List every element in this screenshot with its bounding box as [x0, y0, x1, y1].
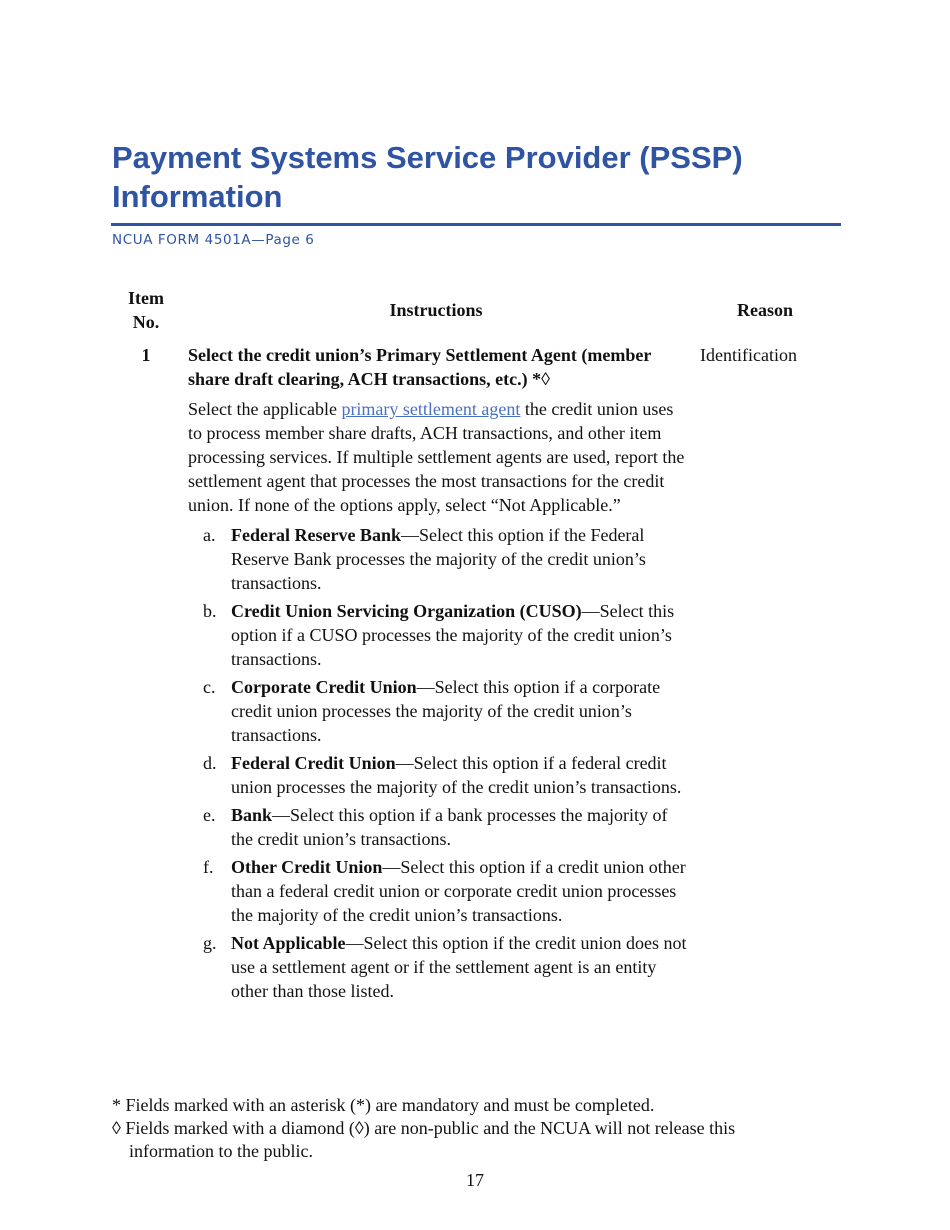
- option-term: Federal Reserve Bank: [231, 525, 401, 545]
- footnote-diamond-continued: information to the public.: [129, 1141, 313, 1161]
- option-letter: a.: [203, 525, 216, 545]
- page-title: Payment Systems Service Provider (PSSP) Information: [112, 140, 743, 214]
- option-letter: b.: [203, 601, 217, 621]
- option-term: Not Applicable: [231, 933, 346, 953]
- list-item: [188, 751, 688, 799]
- list-item: [188, 599, 688, 671]
- form-subtitle: NCUA FORM 4501A—Page 6: [112, 232, 315, 248]
- option-term: Credit Union Servicing Organization (CUSO): [231, 601, 582, 621]
- question-label: Select the credit union’s Primary Settlement Agent (member share draft clearing, ACH transactions, etc.): [188, 345, 652, 389]
- title-divider: [111, 223, 841, 226]
- question-description: [188, 397, 688, 517]
- option-term: Federal Credit Union: [231, 753, 396, 773]
- list-item: [188, 803, 688, 851]
- description-after-link: the credit union uses to process member share drafts, ACH transactions, and other item processing services. If multiple settlement agents are used, report the settlement agent that processes the most transactions for the credit union. If none of the options apply, select “Not Applicable.”: [188, 399, 685, 515]
- list-item: [188, 931, 688, 1003]
- instructions-cell: [188, 343, 688, 1007]
- option-term: Corporate Credit Union: [231, 677, 417, 697]
- reason-cell: Identification: [700, 345, 797, 365]
- option-text: —Select this option if the credit union does not use a settlement agent or if the settlement agent is an entity other than those listed.: [231, 933, 687, 1001]
- page-number: 17: [466, 1170, 484, 1190]
- item-number: 1: [141, 345, 151, 365]
- list-item: [188, 523, 688, 595]
- list-item: [188, 675, 688, 747]
- option-text: —Select this option if a federal credit union processes the majority of the credit union’s transactions.: [231, 753, 682, 797]
- footnote-asterisk: * Fields marked with an asterisk (*) are mandatory and must be completed.: [112, 1095, 655, 1115]
- footnote-diamond: ◊ Fields marked with a diamond (◊) are non-public and the NCUA will not release this: [112, 1118, 736, 1138]
- option-letter: d.: [203, 753, 217, 773]
- option-text: —Select this option if a bank processes the majority of the credit union’s transactions.: [231, 805, 668, 849]
- column-header-item-line2: No.: [132, 312, 160, 332]
- option-text: —Select this option if a corporate credit union processes the majority of the credit union’s transactions.: [231, 677, 661, 745]
- description-before-link: Select the applicable: [188, 399, 342, 419]
- column-header-instructions: Instructions: [389, 300, 483, 320]
- option-text: —Select this option if the Federal Reserve Bank processes the majority of the credit union’s transactions.: [231, 525, 646, 593]
- option-text: —Select this option if a CUSO processes the majority of the credit union’s transactions.: [231, 601, 675, 669]
- footnotes: [112, 1094, 812, 1163]
- option-text: —Select this option if a credit union other than a federal credit union or corporate credit union processes the majority of the credit union’s transactions.: [231, 857, 686, 925]
- list-item: [188, 855, 688, 927]
- option-list: [188, 523, 688, 1003]
- option-term: Bank: [231, 805, 273, 825]
- primary-settlement-agent-link[interactable]: primary settlement agent: [341, 399, 521, 419]
- option-letter: f.: [203, 857, 214, 877]
- column-header-item-line1: Item: [128, 288, 164, 308]
- option-letter: e.: [203, 805, 216, 825]
- column-header-item-no: [116, 286, 176, 334]
- option-letter: g.: [203, 933, 217, 953]
- column-header-reason: Reason: [736, 300, 793, 320]
- question-text: [188, 343, 688, 391]
- question-marks: *◊: [532, 369, 551, 389]
- option-term: Other Credit Union: [231, 857, 383, 877]
- option-letter: c.: [203, 677, 216, 697]
